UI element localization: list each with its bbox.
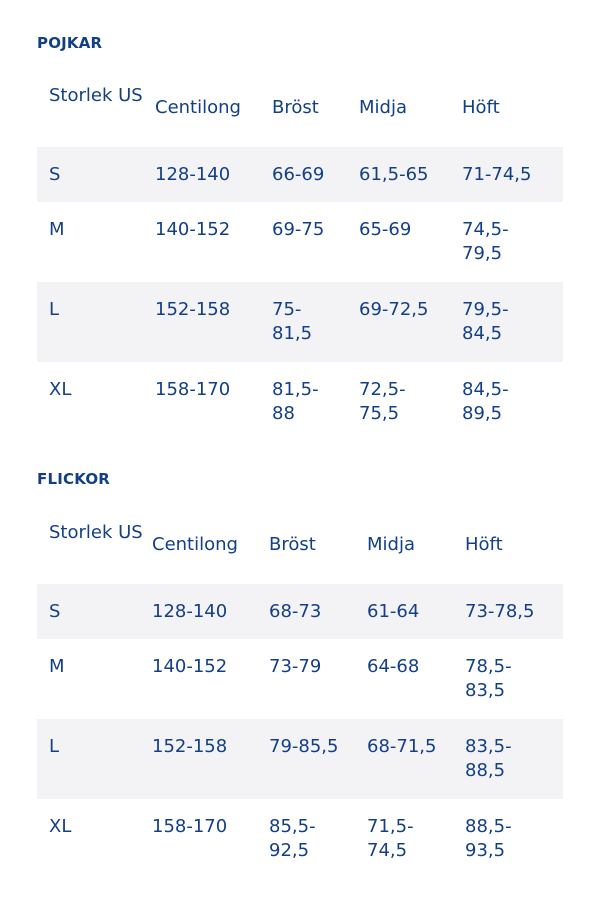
hip-cell: 78,5-83,5 xyxy=(465,656,512,701)
hip-cell: 84,5-89,5 xyxy=(462,379,509,424)
table-row xyxy=(37,202,563,282)
boys-section-title: POJKAR xyxy=(37,34,103,52)
length-cell: 140-152 xyxy=(155,219,231,240)
table-row xyxy=(37,584,563,639)
length-cell: 158-170 xyxy=(155,379,231,400)
chest-cell: 81,5-88 xyxy=(272,379,319,424)
chest-cell: 68-73 xyxy=(269,601,322,622)
column-header-length: Centilong xyxy=(152,534,238,555)
size-cell: M xyxy=(49,656,65,677)
column-header-chest: Bröst xyxy=(269,534,316,555)
waist-cell: 61,5-65 xyxy=(359,164,429,185)
girls-section-title: FLICKOR xyxy=(37,470,111,488)
column-header-hip: Höft xyxy=(462,97,500,118)
column-header-size: Storlek US xyxy=(49,522,143,543)
chest-cell: 69-75 xyxy=(272,219,325,240)
hip-cell: 88,5-93,5 xyxy=(465,816,512,861)
chest-cell: 73-79 xyxy=(269,656,322,677)
column-header-chest: Bröst xyxy=(272,97,319,118)
waist-cell: 71,5-74,5 xyxy=(367,816,414,861)
table-row xyxy=(37,799,563,879)
waist-cell: 61-64 xyxy=(367,601,420,622)
table-row xyxy=(37,282,563,362)
length-cell: 140-152 xyxy=(152,656,228,677)
length-cell: 128-140 xyxy=(155,164,231,185)
size-cell: S xyxy=(49,164,61,185)
chest-cell: 75-81,5 xyxy=(272,299,313,344)
waist-cell: 69-72,5 xyxy=(359,299,429,320)
hip-cell: 71-74,5 xyxy=(462,164,532,185)
hip-cell: 79,5-84,5 xyxy=(462,299,509,344)
hip-cell: 83,5-88,5 xyxy=(465,736,512,781)
hip-cell: 74,5-79,5 xyxy=(462,219,509,264)
size-cell: XL xyxy=(49,816,72,837)
size-cell: XL xyxy=(49,379,72,400)
table-row xyxy=(37,147,563,202)
boys-header-row xyxy=(37,77,563,147)
table-row xyxy=(37,719,563,799)
size-cell: L xyxy=(49,299,60,320)
column-header-waist: Midja xyxy=(367,534,415,555)
column-header-size: Storlek US xyxy=(49,85,143,106)
girls-header-row xyxy=(37,514,563,584)
length-cell: 152-158 xyxy=(155,299,231,320)
waist-cell: 68-71,5 xyxy=(367,736,437,757)
girls-size-table xyxy=(37,514,563,879)
hip-cell: 73-78,5 xyxy=(465,601,535,622)
table-row xyxy=(37,639,563,719)
column-header-length: Centilong xyxy=(155,97,241,118)
boys-size-table xyxy=(37,77,563,442)
length-cell: 128-140 xyxy=(152,601,228,622)
chest-cell: 85,5-92,5 xyxy=(269,816,316,861)
column-header-hip: Höft xyxy=(465,534,503,555)
column-header-waist: Midja xyxy=(359,97,407,118)
waist-cell: 65-69 xyxy=(359,219,412,240)
length-cell: 158-170 xyxy=(152,816,228,837)
size-cell: S xyxy=(49,601,61,622)
waist-cell: 72,5-75,5 xyxy=(359,379,406,424)
size-cell: L xyxy=(49,736,60,757)
chest-cell: 66-69 xyxy=(272,164,325,185)
chest-cell: 79-85,5 xyxy=(269,736,339,757)
waist-cell: 64-68 xyxy=(367,656,420,677)
length-cell: 152-158 xyxy=(152,736,228,757)
size-cell: M xyxy=(49,219,65,240)
table-row xyxy=(37,362,563,442)
